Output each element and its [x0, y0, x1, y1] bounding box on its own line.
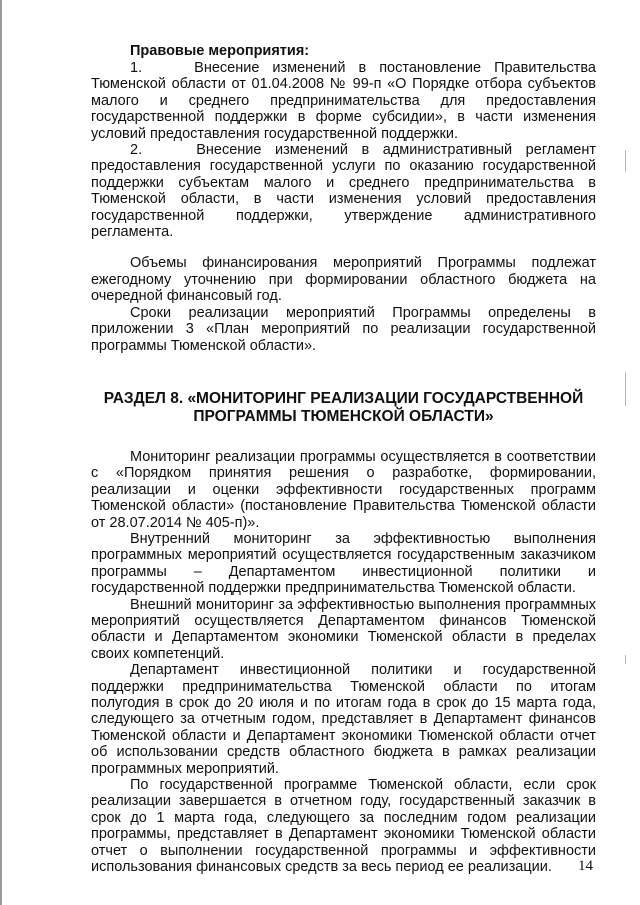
scan-artifact-mark [625, 372, 626, 406]
scan-artifact-mark [625, 655, 626, 664]
monitoring-paragraph-1: Мониторинг реализации программы осуществляется в соответствии с «Порядком принятия решения о разработке, формировании, реализации и оценки эффективности государственных программ Тюменской области» (постановление Правительства Тюменской области от 28.07.2014 № 405-п)». [91, 448, 596, 531]
monitoring-paragraph-2: Внутренний мониторинг за эффективностью выполнения программных мероприятий осуществляется государственным заказчиком программы – Департаментом инвестиционной политики и государственной поддержки предпринимательства Тюменской области. [91, 530, 596, 597]
document-page [91, 43, 596, 875]
timing-paragraph: Сроки реализации мероприятий Программы определены в приложении 3 «План мероприятий по реализации государственной программы Тюменской области». [91, 304, 596, 354]
legal-item-2: 2. Внесение изменений в административный регламент предоставления государственной услуги по оказанию государственной поддержки субъектам малого и среднего предпринимательства в Тюменской области, в части изменения условий предоставления государственной поддержки, утверждение административного регламента. [91, 142, 596, 241]
monitoring-paragraph-4: Департамент инвестиционной политики и государственной поддержки предпринимательства Тюменской области по итогам полугодия в срок до 20 июля и по итогам года в срок до 15 марта года, следующего за отчетным годом, представляет в Департамент финансов Тюменской области и Департамент экономики Тюменской области отчет об использовании средств областного бюджета в рамках реализации программных мероприятий. [91, 662, 596, 777]
monitoring-paragraph-3: Внешний мониторинг за эффективностью выполнения программных мероприятий осуществляется Департаментом финансов Тюменской области и Департаментом экономики Тюменской области в пределах своих компетенций. [91, 596, 596, 662]
scan-artifact-mark [625, 150, 626, 172]
page-number: 14 [578, 858, 593, 874]
monitoring-paragraph-5: По государственной программе Тюменской области, если срок реализации завершается в отчетном году, государственный заказчик в срок до 1 марта года, следующего за последним годом реализации программы, представляет в Департамент экономики Тюменской области отчет о выполнении государственной программы и эффективности использования финансовых средств за весь период ее реализации. [91, 777, 596, 876]
section-8-title-line-2: ПРОГРАММЫ ТЮМЕНСКОЙ ОБЛАСТИ» [193, 408, 494, 426]
financing-paragraph: Объемы финансирования мероприятий Программы подлежат ежегодному уточнению при формировании областного бюджета на очередной финансовый год. [91, 255, 596, 305]
legal-measures-heading: Правовые мероприятия: [130, 43, 310, 59]
scan-left-edge [0, 0, 2, 905]
section-8-title-line-1: РАЗДЕЛ 8. «МОНИТОРИНГ РЕАЛИЗАЦИИ ГОСУДАРСТВЕННОЙ [103, 389, 584, 407]
legal-item-1: 1. Внесение изменений в постановление Правительства Тюменской области от 01.04.2008 № 99-п «О Порядке отбора субъектов малого и среднего предпринимательства для предоставления государственной поддержки в форме субсидии», в части изменения условий предоставления государственной поддержки. [91, 60, 596, 142]
